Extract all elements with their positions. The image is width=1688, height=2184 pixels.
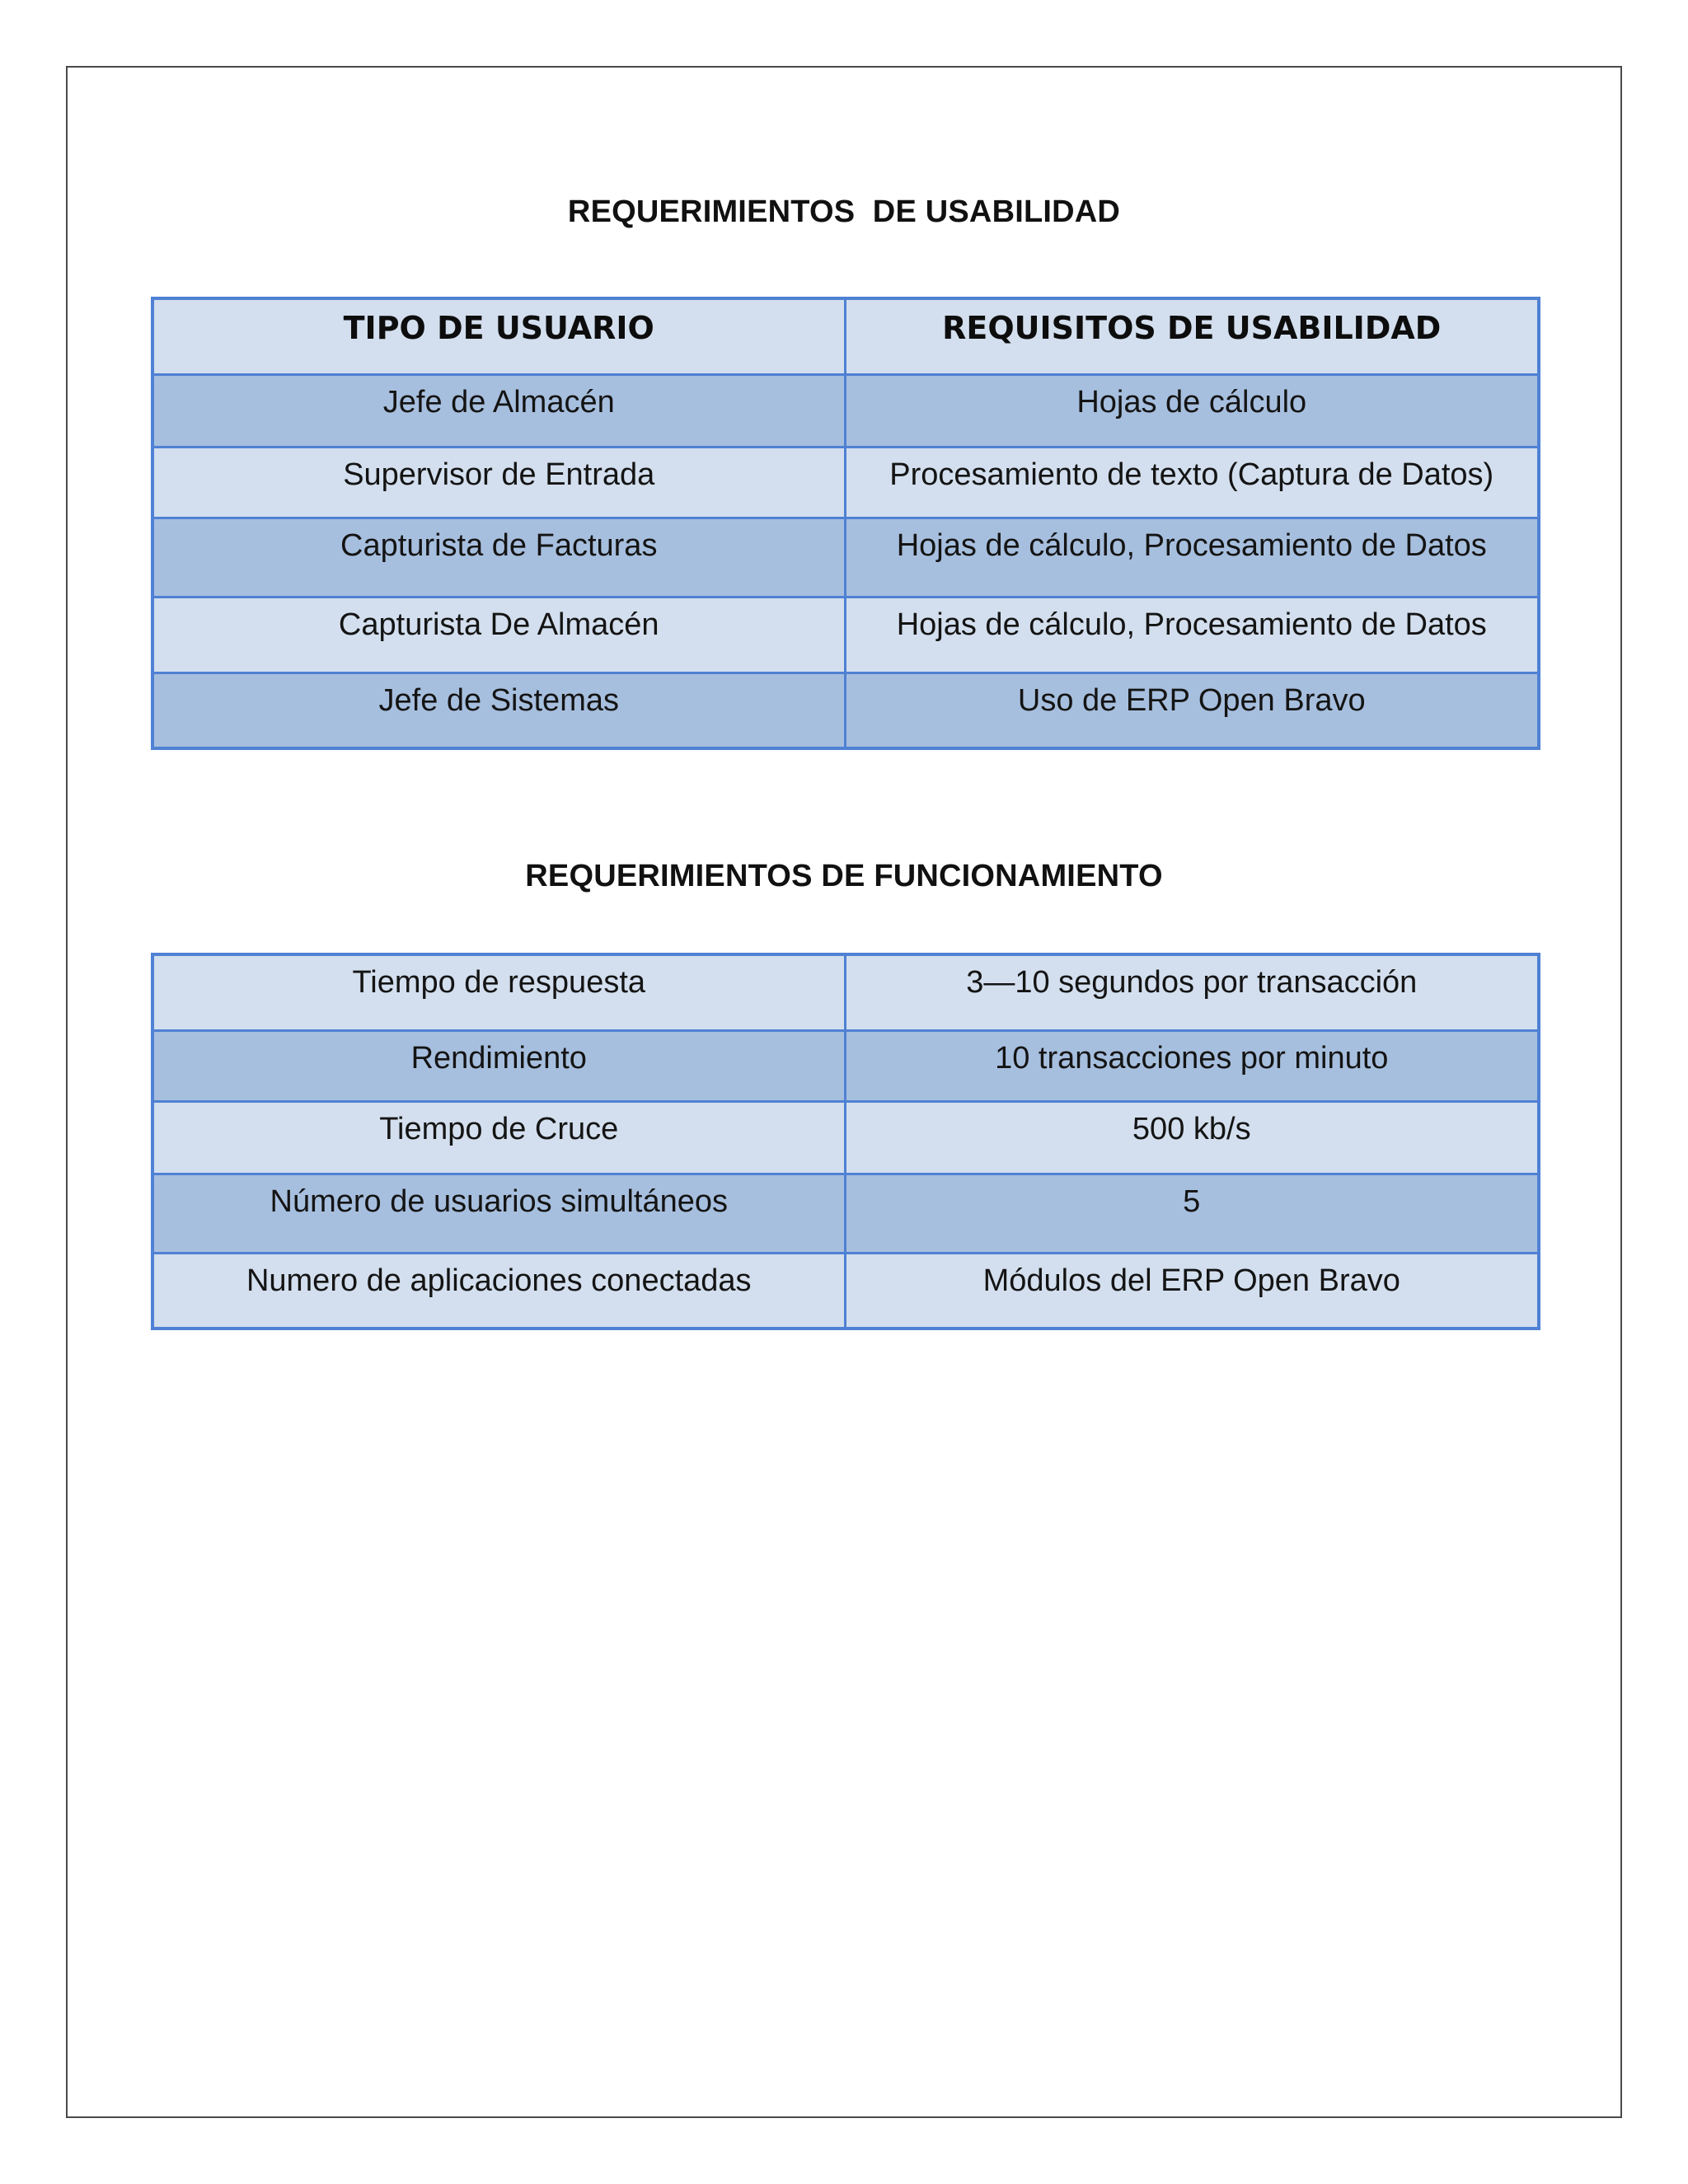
performance-requirements-table xyxy=(151,953,1540,1330)
usability-section-title: REQUERIMIENTOS DE USABILIDAD xyxy=(567,194,1121,229)
table-row xyxy=(152,1101,1539,1174)
usability-requirement-cell: Uso de ERP Open Bravo xyxy=(845,673,1539,748)
metric-value-cell: 10 transacciones por minuto xyxy=(845,1030,1539,1101)
usability-requirement-cell: Procesamiento de texto (Captura de Datos) xyxy=(845,447,1539,518)
metric-name-cell: Rendimiento xyxy=(152,1030,845,1101)
metric-value-cell: 500 kb/s xyxy=(845,1101,1539,1174)
metric-name-cell: Numero de aplicaciones conectadas xyxy=(152,1253,845,1329)
user-type-cell: Supervisor de Entrada xyxy=(152,447,845,518)
metric-name-cell: Tiempo de respuesta xyxy=(152,954,845,1030)
user-type-cell: Jefe de Almacén xyxy=(152,374,845,447)
usability-requirement-cell: Hojas de cálculo xyxy=(845,374,1539,447)
table-header-row xyxy=(152,298,1539,374)
table-row xyxy=(152,954,1539,1030)
metric-value-cell: 5 xyxy=(845,1174,1539,1253)
table-row xyxy=(152,1253,1539,1329)
usability-requirements-table xyxy=(151,297,1540,750)
table-row xyxy=(152,518,1539,597)
performance-section-title: REQUERIMIENTOS DE FUNCIONAMIENTO xyxy=(525,859,1163,893)
table-row xyxy=(152,447,1539,518)
user-type-cell: Capturista de Facturas xyxy=(152,518,845,597)
table-row xyxy=(152,673,1539,748)
column-header-user-type: TIPO DE USUARIO xyxy=(152,298,845,374)
column-header-usability-requirements: REQUISITOS DE USABILIDAD xyxy=(845,298,1539,374)
metric-value-cell: Módulos del ERP Open Bravo xyxy=(845,1253,1539,1329)
metric-value-cell: 3—10 segundos por transacción xyxy=(845,954,1539,1030)
table-row xyxy=(152,374,1539,447)
metric-name-cell: Número de usuarios simultáneos xyxy=(152,1174,845,1253)
usability-requirement-cell: Hojas de cálculo, Procesamiento de Datos xyxy=(845,597,1539,673)
metric-name-cell: Tiempo de Cruce xyxy=(152,1101,845,1174)
user-type-cell: Capturista De Almacén xyxy=(152,597,845,673)
table-row xyxy=(152,1174,1539,1253)
user-type-cell: Jefe de Sistemas xyxy=(152,673,845,748)
usability-requirement-cell: Hojas de cálculo, Procesamiento de Datos xyxy=(845,518,1539,597)
table-row xyxy=(152,597,1539,673)
table-row xyxy=(152,1030,1539,1101)
